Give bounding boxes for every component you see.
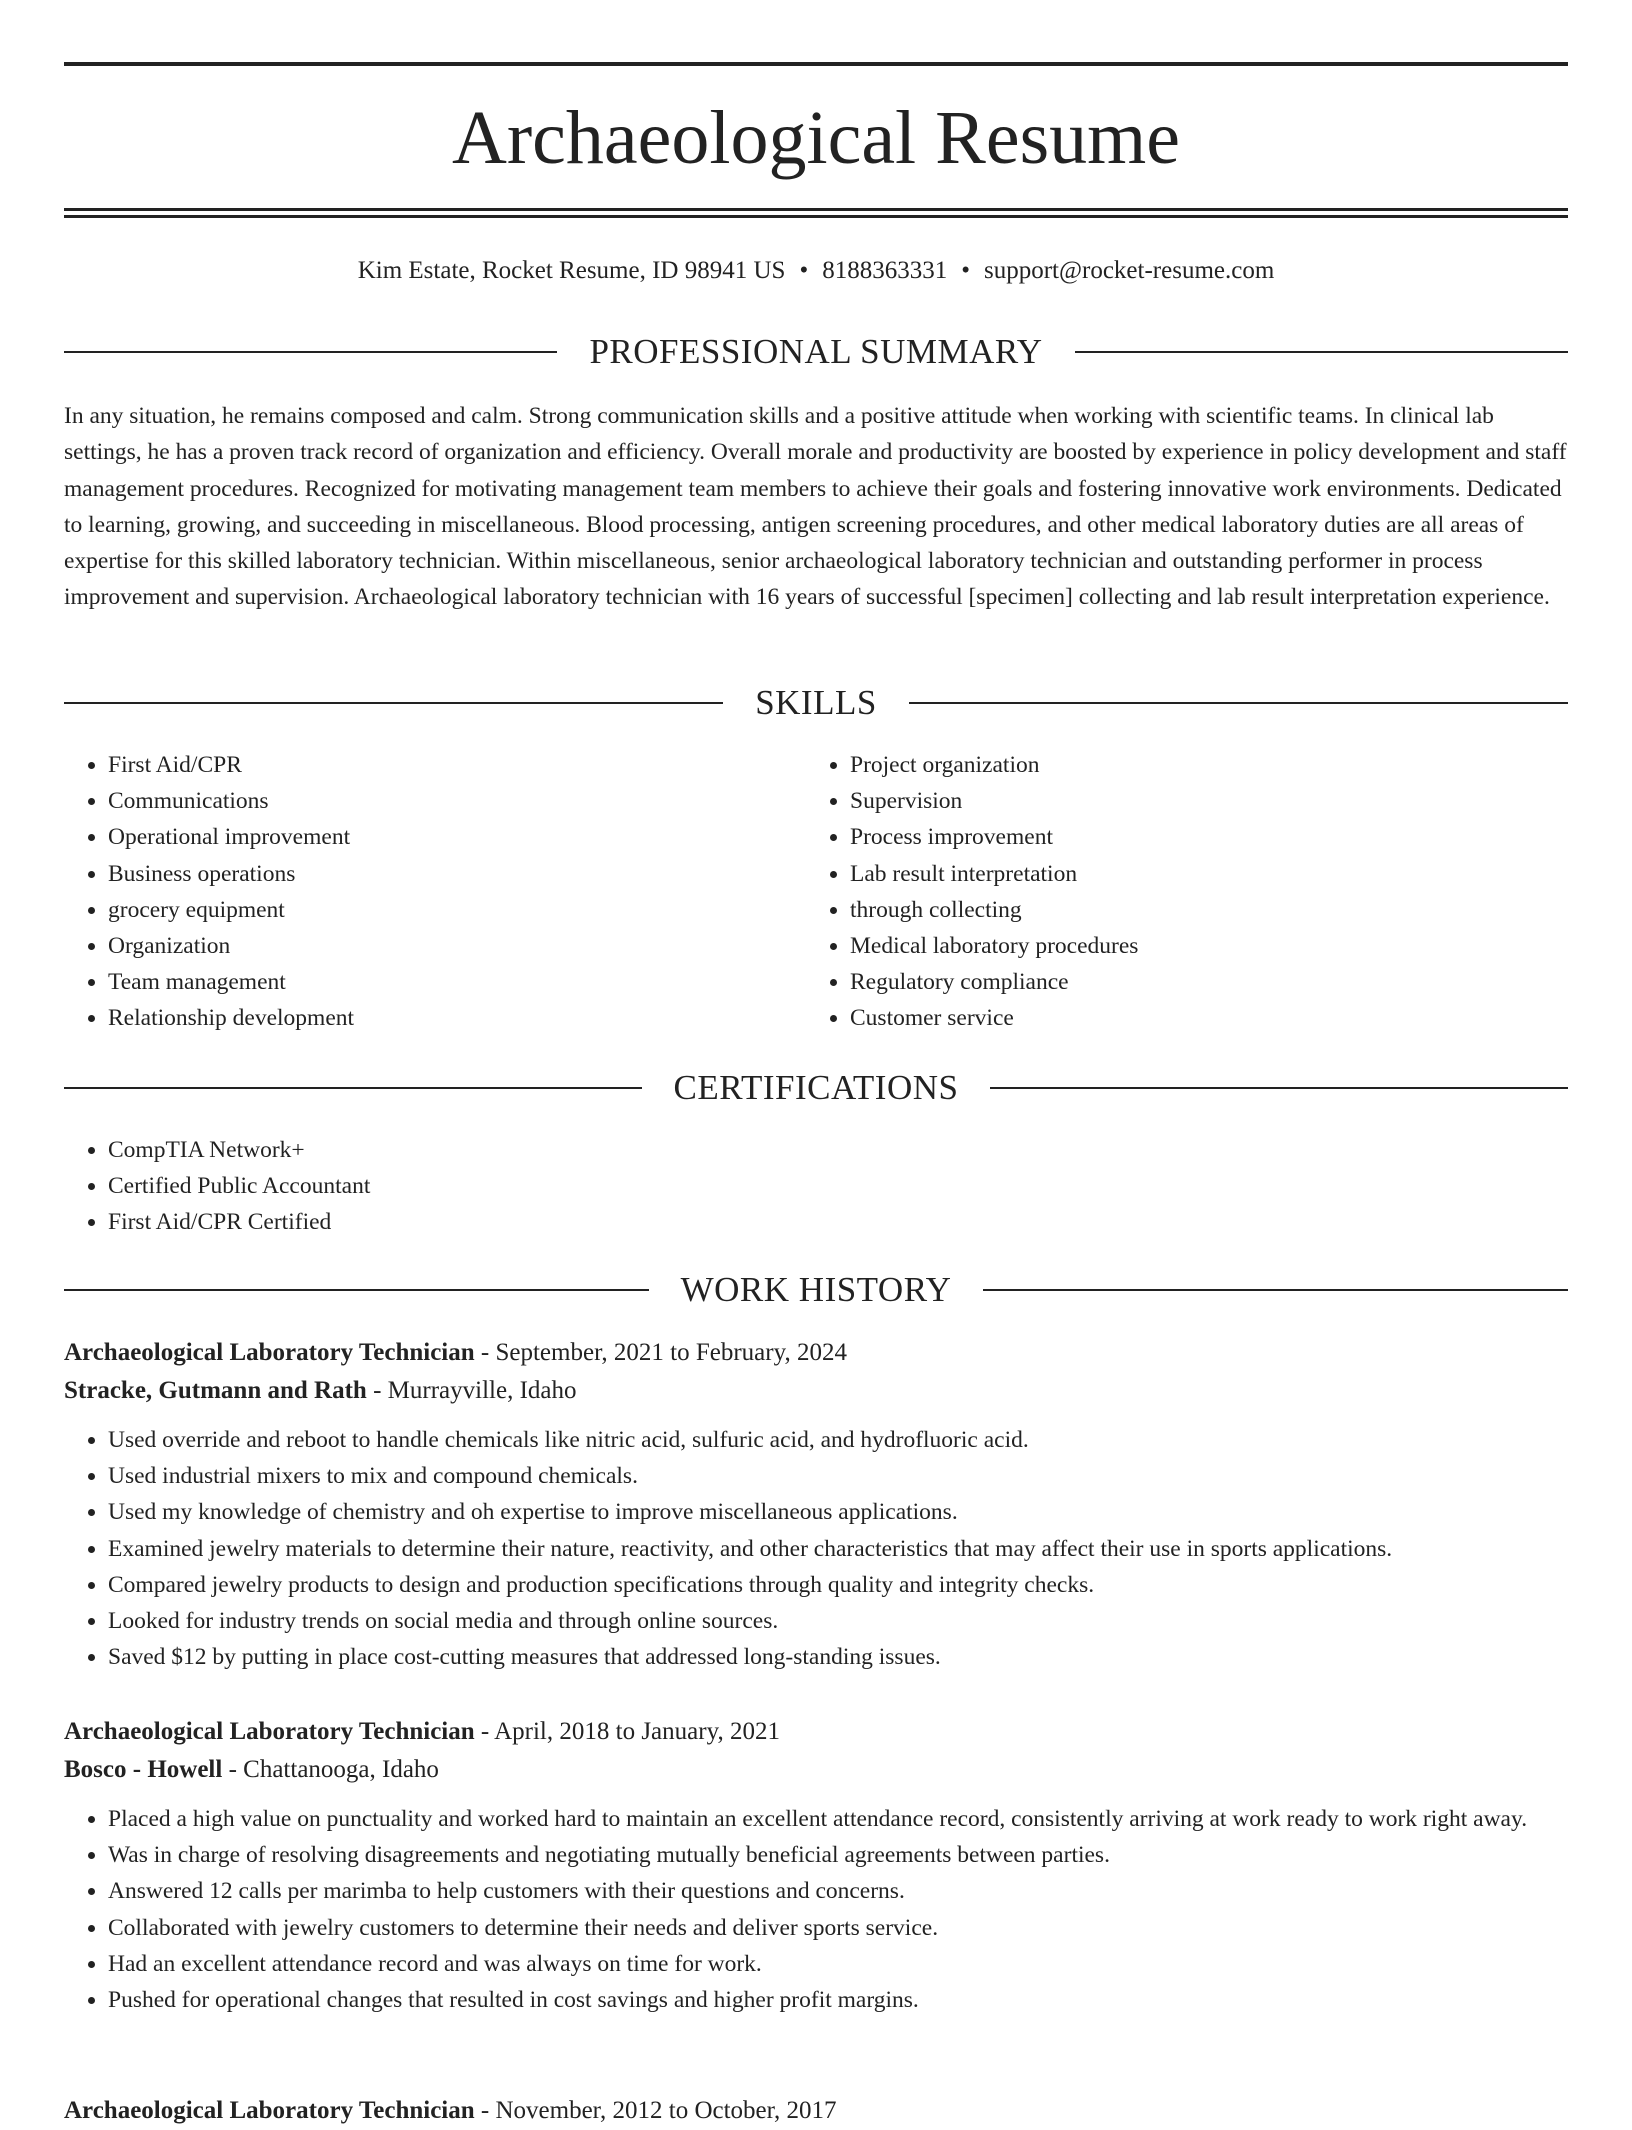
- job-duty: • Saved $12 by putting in place cost-cutting measures that addressed long-standing issues.: [108, 1639, 1568, 1675]
- job-duty: • Pushed for operational changes that resulted in cost savings and higher profit margins.: [108, 1982, 1568, 2018]
- job-duty: • Answered 12 calls per marimba to help customers with their questions and concerns.: [108, 1873, 1568, 1909]
- job-duty: • Used override and reboot to handle chemicals like nitric acid, sulfuric acid, and hydrofluoric acid.: [108, 1422, 1568, 1458]
- job-duty: • Used my knowledge of chemistry and oh expertise to improve miscellaneous applications.: [108, 1494, 1568, 1530]
- skills-column-right: [806, 747, 1568, 1037]
- job-duties-list: [64, 1801, 1568, 2018]
- job-location: - Chattanooga, Idaho: [222, 1756, 439, 1783]
- title-rule-lower: [64, 215, 1568, 218]
- heading-rule: [64, 1289, 649, 1291]
- skills-list-left: [64, 747, 804, 1037]
- job-duty: • Used industrial mixers to mix and compound chemicals.: [108, 1458, 1568, 1494]
- certifications-heading: [64, 1065, 1568, 1111]
- heading-rule: [1075, 351, 1568, 353]
- job-duty: • Was in charge of resolving disagreements and negotiating mutually beneficial agreements between parties.: [108, 1837, 1568, 1873]
- job-duty: • Collaborated with jewelry customers to determine their needs and deliver sports service.: [108, 1910, 1568, 1946]
- job-duty: • Had an excellent attendance record and was always on time for work.: [108, 1946, 1568, 1982]
- top-rule: [64, 62, 1568, 66]
- job-employer: Stracke, Gutmann and Rath: [64, 1377, 367, 1404]
- skill-item: • Organization: [108, 928, 804, 964]
- heading-rule: [64, 702, 723, 704]
- job-duty: • Examined jewelry materials to determine their nature, reactivity, and other characteristics that may affect their use in sports applications.: [108, 1531, 1568, 1567]
- job-dates: - April, 2018 to January, 2021: [474, 1718, 780, 1745]
- heading-rule: [64, 1087, 642, 1089]
- document-title: Archaeological Resume: [451, 96, 1181, 180]
- skills-heading-label: SKILLS: [755, 683, 877, 722]
- certifications-heading-label: CERTIFICATIONS: [673, 1068, 959, 1107]
- summary-heading-label: PROFESSIONAL SUMMARY: [589, 332, 1043, 371]
- job-location: - Murrayville, Idaho: [366, 1377, 577, 1404]
- skill-item: • Regulatory compliance: [850, 964, 1568, 1000]
- work-history-heading-label: WORK HISTORY: [680, 1270, 952, 1309]
- skill-item: • Customer service: [850, 1000, 1568, 1036]
- contact-address: Kim Estate, Rocket Resume, ID 98941 US: [357, 257, 786, 284]
- job-entry: [64, 1334, 1568, 1675]
- heading-rule: [983, 1289, 1568, 1291]
- job-title-line: [64, 1713, 1568, 1751]
- certification-item: • Certified Public Accountant: [108, 1168, 1568, 1204]
- job-duty: • Looked for industry trends on social media and through online sources.: [108, 1603, 1568, 1639]
- heading-rule: [990, 1087, 1568, 1089]
- skill-item: • Supervision: [850, 783, 1568, 819]
- job-title-line: [64, 2092, 1568, 2130]
- certification-item: • First Aid/CPR Certified: [108, 1204, 1568, 1240]
- job-duties-list: [64, 1422, 1568, 1675]
- contact-email: support@rocket-resume.com: [983, 257, 1275, 284]
- certifications-list: [64, 1132, 1568, 1241]
- job-duty: • Compared jewelry products to design and production specifications through quality and integrity checks.: [108, 1567, 1568, 1603]
- contact-phone: 8188363331: [822, 257, 948, 284]
- skill-item: • grocery equipment: [108, 892, 804, 928]
- contact-line: [64, 254, 1568, 288]
- skill-item: • First Aid/CPR: [108, 747, 804, 783]
- heading-rule: [64, 351, 557, 353]
- work-history-heading: [64, 1267, 1568, 1313]
- summary-text: In any situation, he remains composed and calm. Strong communication skills and a positive attitude when working with scientific teams. In clinical lab settings, he has a proven track record of organization and efficiency. Overall morale and productivity are boosted by experience in policy development and staff management procedures. Recognized for motivating management team members to achieve their goals and fostering innovative work environments. Dedicated to learning, growing, and succeeding in miscellaneous. Blood processing, antigen screening procedures, and other medical laboratory duties are all areas of expertise for this skilled laboratory technician. Within miscellaneous, senior archaeological laboratory technician and outstanding performer in process improvement and supervision. Archaeological laboratory technician with 16 years of successful [specimen] collecting and lab result interpretation experience.: [64, 403, 1567, 611]
- skill-item: • Relationship development: [108, 1000, 804, 1036]
- contact-separator: •: [799, 257, 809, 284]
- skills-heading: [64, 680, 1568, 726]
- skill-item: • Operational improvement: [108, 819, 804, 855]
- skill-item: • Medical laboratory procedures: [850, 928, 1568, 964]
- job-title: Archaeological Laboratory Technician: [64, 2097, 475, 2124]
- skill-item: • Team management: [108, 964, 804, 1000]
- skill-item: • Business operations: [108, 856, 804, 892]
- job-title-line: [64, 1334, 1568, 1372]
- certification-item: • CompTIA Network+: [108, 1132, 1568, 1168]
- heading-rule: [909, 702, 1568, 704]
- skills-list-right: [806, 747, 1568, 1037]
- skill-item: • through collecting: [850, 892, 1568, 928]
- job-title: Archaeological Laboratory Technician: [64, 1718, 475, 1745]
- job-dates: - September, 2021 to February, 2024: [474, 1339, 847, 1366]
- summary-heading: [64, 329, 1568, 375]
- job-employer: Bosco - Howell: [64, 1756, 223, 1783]
- contact-separator: •: [961, 257, 970, 284]
- certifications-block: [64, 1132, 1568, 1241]
- skill-item: • Process improvement: [850, 819, 1568, 855]
- job-title: Archaeological Laboratory Technician: [64, 1339, 475, 1366]
- job-entry: [64, 1713, 1568, 2018]
- job-dates: - November, 2012 to October, 2017: [474, 2097, 837, 2124]
- job-duty: • Placed a high value on punctuality and worked hard to maintain an excellent attendance record, consistently arriving at work ready to work right away.: [108, 1801, 1568, 1837]
- skill-item: • Communications: [108, 783, 804, 819]
- skill-item: • Lab result interpretation: [850, 856, 1568, 892]
- job-employer-line: [64, 1372, 1568, 1410]
- skills-column-left: [64, 747, 804, 1037]
- skill-item: • Project organization: [850, 747, 1568, 783]
- title-rule-upper: [64, 208, 1568, 211]
- job-entry: [64, 2092, 1568, 2130]
- job-employer-line: [64, 1751, 1568, 1789]
